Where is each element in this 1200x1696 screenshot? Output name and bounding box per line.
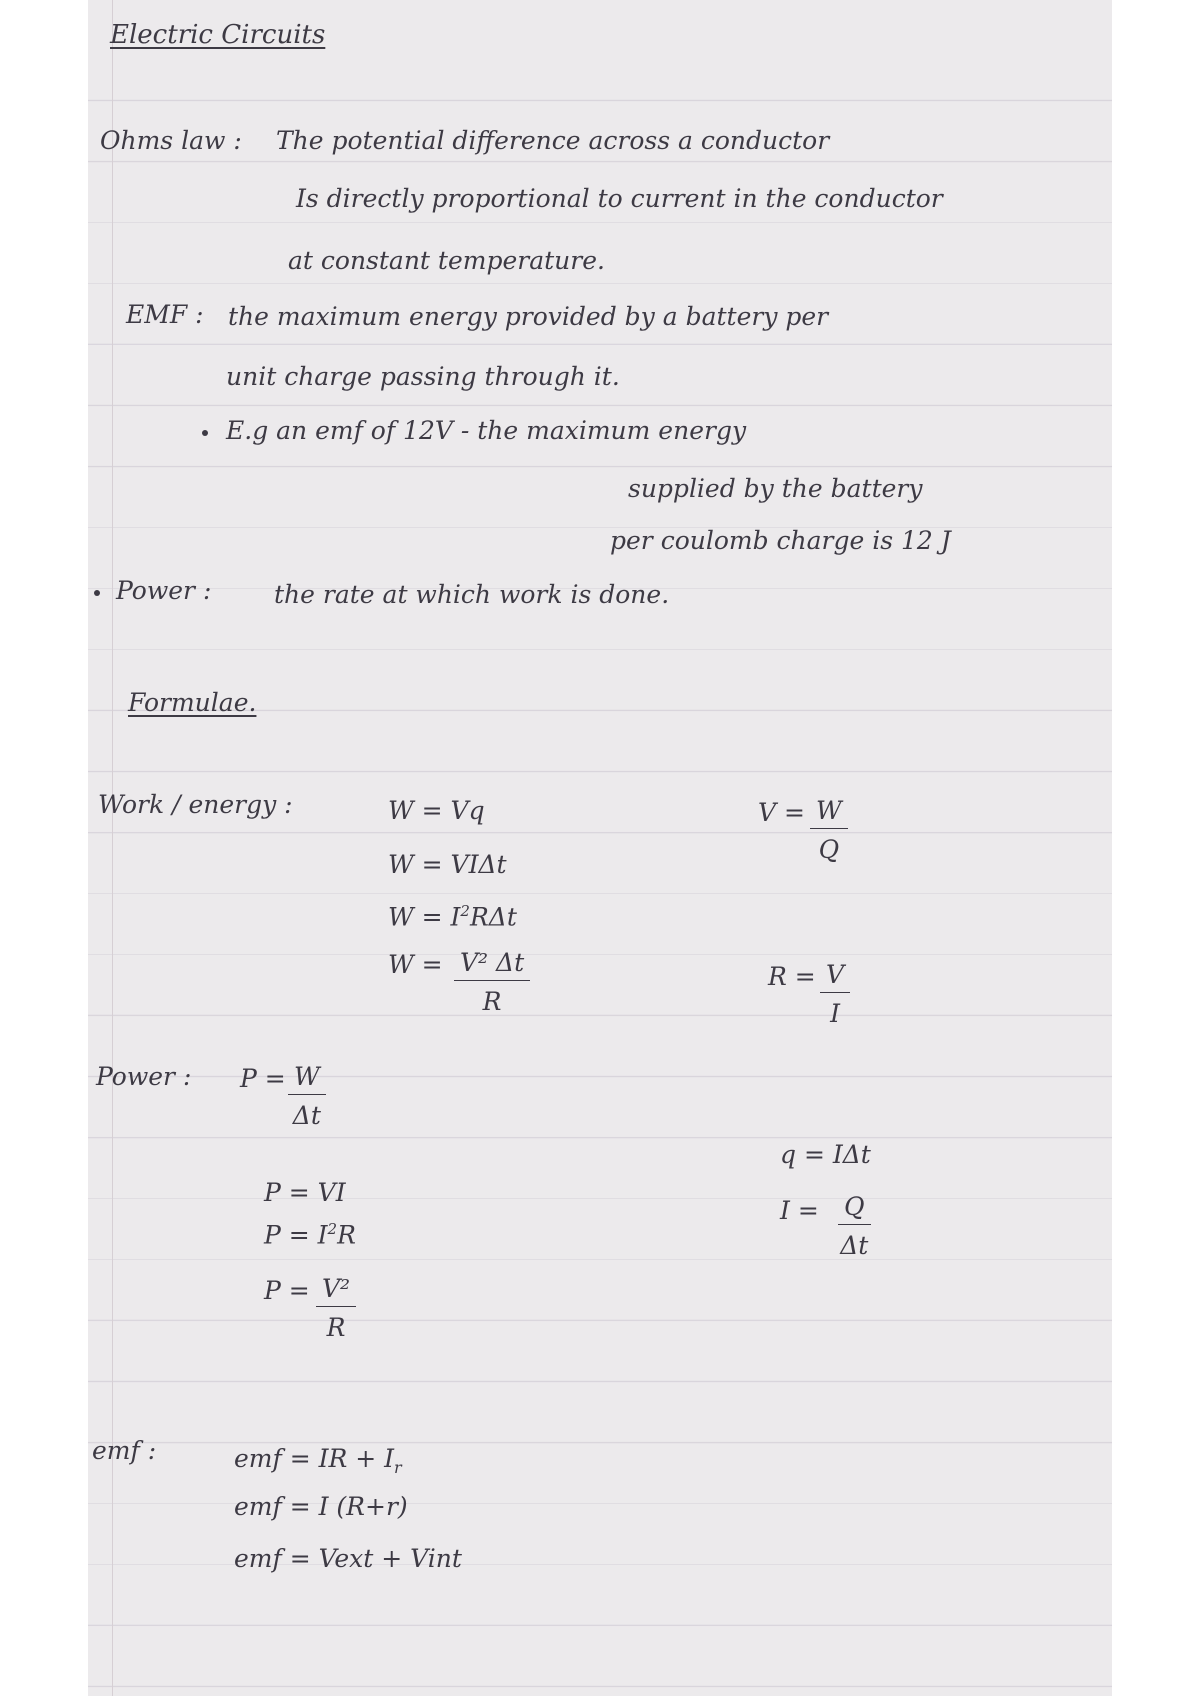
fraction-numerator: V²	[316, 1276, 356, 1307]
power-eq-3: $P = I^2R$	[264, 1220, 356, 1250]
power-eq-1-left: P =	[240, 1064, 286, 1093]
work-energy-label: Work / energy :	[98, 790, 293, 819]
fraction-denominator: R	[482, 987, 502, 1016]
work-eq-4-fraction	[454, 950, 530, 1014]
ohms-law-line-2: Is directly proportional to current in the conductor	[296, 184, 943, 213]
work-eq-1: W = Vq	[388, 796, 485, 825]
ohms-law-line-3: at constant temperature.	[288, 246, 605, 275]
page-title: Electric Circuits	[110, 20, 326, 50]
ohms-law-label: Ohms law :	[100, 126, 242, 155]
fraction-numerator: Q	[838, 1194, 871, 1225]
fraction-denominator: R	[326, 1313, 346, 1342]
power-definition-text: the rate at which work is done.	[274, 580, 670, 609]
fraction-denominator: Δt	[840, 1231, 869, 1260]
resistance-eq-fraction	[820, 962, 850, 1026]
voltage-eq-fraction	[810, 798, 848, 862]
work-eq-4-left: W =	[388, 950, 443, 979]
bullet-icon	[202, 430, 208, 436]
charge-eq: q = IΔt	[780, 1140, 871, 1169]
emf-definition-line-1: the maximum energy provided by a battery per	[228, 302, 829, 331]
work-eq-3: $W = I^2R\Delta t$	[388, 902, 517, 932]
power-eq-1-fraction	[288, 1064, 326, 1128]
power-formulas-label: Power :	[96, 1062, 192, 1091]
emf-eq-1: emf = IR + $I_r$	[234, 1444, 402, 1477]
fraction-denominator: Δt	[292, 1101, 321, 1130]
fraction-numerator: V² Δt	[454, 950, 530, 981]
fraction-numerator: V	[820, 962, 850, 993]
power-eq-4-fraction	[316, 1276, 356, 1340]
formulae-heading: Formulae.	[128, 688, 257, 717]
notebook-page	[88, 0, 1112, 1696]
emf-example-line-2: supplied by the battery	[628, 474, 923, 503]
emf-eq-3: emf = Vext + Vint	[234, 1544, 462, 1573]
emf-formulas-label: emf :	[92, 1436, 157, 1465]
work-eq-2: W = VIΔt	[388, 850, 507, 879]
current-eq-left: I =	[780, 1196, 819, 1225]
fraction-denominator: Q	[818, 835, 840, 864]
emf-definition-label: EMF :	[126, 300, 204, 329]
emf-example-line-1: E.g an emf of 12V - the maximum energy	[226, 416, 747, 445]
fraction-numerator: W	[810, 798, 848, 829]
emf-eq-2: emf = I (R+r)	[234, 1492, 408, 1521]
voltage-eq-left: V =	[758, 798, 805, 827]
emf-example-line-3: per coulomb charge is 12 J	[610, 526, 951, 555]
bullet-icon	[94, 590, 100, 596]
fraction-numerator: W	[288, 1064, 326, 1095]
resistance-eq-left: R =	[768, 962, 816, 991]
current-eq-fraction	[838, 1194, 871, 1258]
ohms-law-line-1: The potential difference across a conductor	[276, 126, 830, 155]
emf-definition-line-2: unit charge passing through it.	[226, 362, 620, 391]
power-definition-label: Power :	[116, 576, 212, 605]
power-eq-2: P = VI	[264, 1178, 346, 1207]
power-eq-4-left: P =	[264, 1276, 310, 1305]
fraction-denominator: I	[830, 999, 840, 1028]
